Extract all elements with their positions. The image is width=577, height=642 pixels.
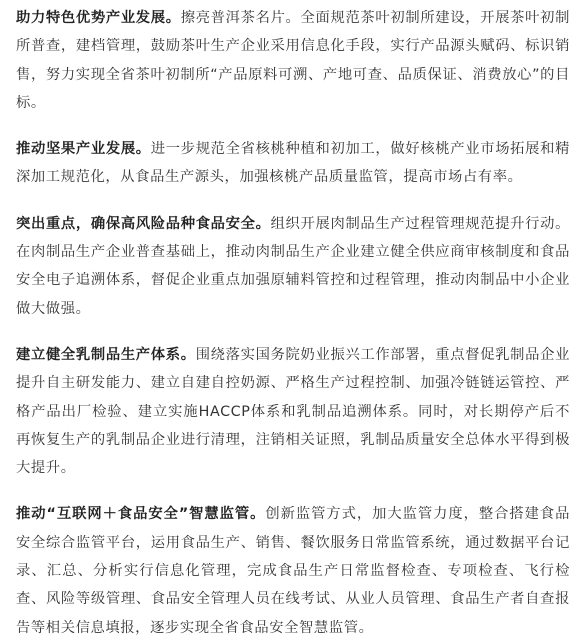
paragraph-tea-industry	[16, 4, 570, 117]
paragraph-text: 创新监管方式，加大监管力度，整合搭建食品安全综合监管平台，运用食品生产、销售、餐饮服务日常监管系统，通过数据平台记录、汇总、分析实行信息化管理，完成食品生产日常监督检查、专项检查、飞行检查、风险等级管理、食品安全管理人员在线考试、从业人员管理、食品生产者自查报告等相关信息填报，逐步实现全省食品安全智慧监管。	[16, 506, 570, 636]
paragraph-text: 进一步规范全省核桃种植和初加工，做好核桃产业市场拓展和精深加工规范化，从食品生产源头，加强核桃产品质量监管，提高市场占有率。	[16, 141, 570, 186]
paragraph-text: 组织开展肉制品生产过程管理规范提升行动。在肉制品生产企业普查基础上，推动肉制品生产企业建立健全供应商审核制度和食品安全电子追溯体系，督促企业重点加强原辅料管控和过程管理，推动肉制品中小企业做大做强。	[16, 215, 570, 317]
paragraph-lead: 建立健全乳制品生产体系。	[16, 346, 196, 363]
paragraph-high-risk-food	[16, 210, 570, 323]
paragraph-lead: 推动坚果产业发展。	[16, 141, 151, 158]
paragraph-lead: 推动“互联网＋食品安全”智慧监管。	[16, 506, 266, 523]
paragraph-nut-industry	[16, 135, 570, 192]
paragraph-smart-supervision	[16, 500, 570, 641]
paragraph-lead: 突出重点，确保高风险品种食品安全。	[16, 215, 271, 232]
paragraph-text: 擦亮普洱茶名片。全面规范茶叶初制所建设，开展茶叶初制所普查，建档管理，鼓励茶叶生产企业采用信息化手段，实行产品源头赋码、标识销售，努力实现全省茶叶初制所“产品原料可溯、产地可查、品质保证、消费放心”的目标。	[16, 10, 570, 111]
paragraph-dairy-system	[16, 341, 570, 482]
paragraph-lead: 助力特色优势产业发展。	[16, 10, 181, 26]
paragraph-text: 围绕落实国务院奶业振兴工作部署，重点督促乳制品企业提升自主研发能力、建立自建自控奶源、严格生产过程控制、加强冷链链运管控、严格产品出厂检验、建立实施HACCP体系和乳制品追溯体系。同时，对长期停产后不再恢复生产的乳制品企业进行清理，注销相关证照，乳制品质量安全总体水平得到极大提升。	[16, 346, 570, 477]
